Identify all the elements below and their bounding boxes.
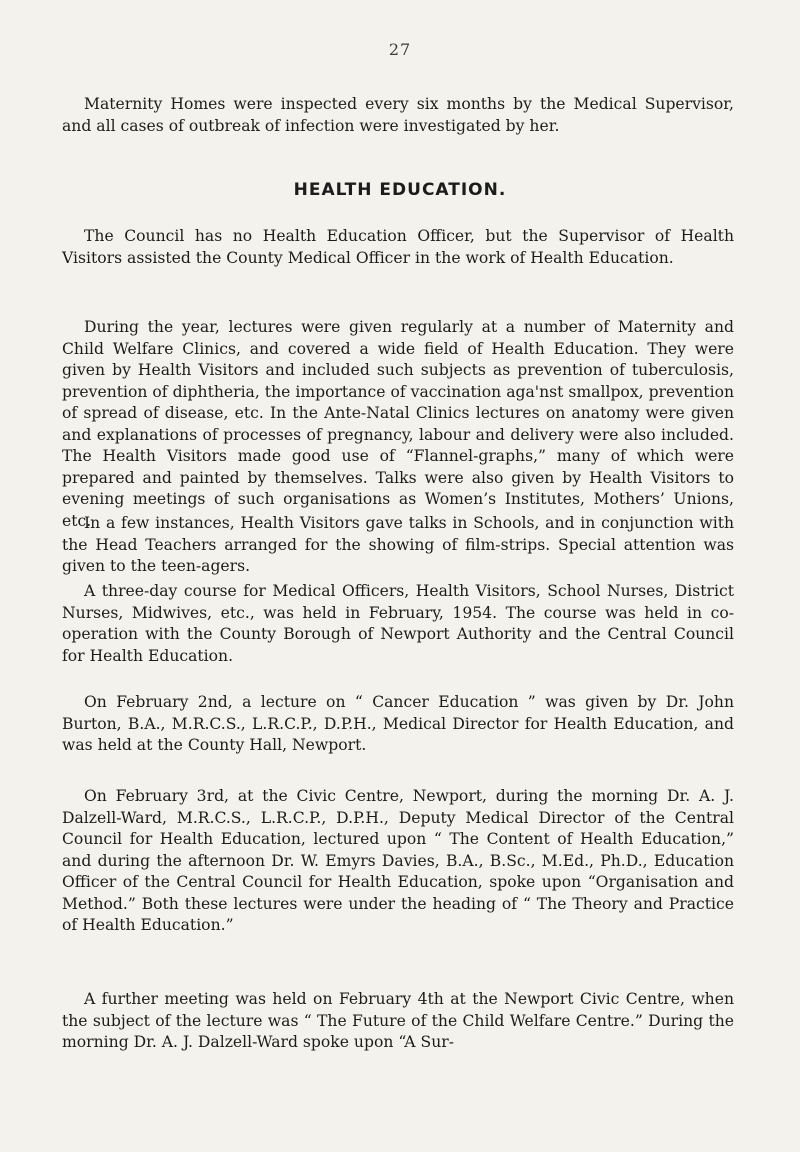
- feb2-paragraph-block: [62, 692, 734, 757]
- year-lectures-paragraph: During the year, lectures were given regularly at a number of Maternity and Child Welfare Clinics, and covered a wide field of Health Education. They were given by Health Visitors and included such subjects as prevention of tuberculosis, prevention of diphtheria, the importance of vaccination aga'nst smallpox, prevention of spread of disease, etc. In the Ante-Natal Clinics lectures on anatomy were given and explanations of processes of pregnancy, labour and delivery were also included. The Health Visitors made good use of “Flannel-graphs,” many of which were prepared and painted by themselves. Talks were also given by Health Visitors to evening meetings of such organisations as Women’s Institutes, Mothers’ Unions, etc.: [62, 318, 734, 530]
- feb2-lecture-paragraph: On February 2nd, a lecture on “ Cancer Education ” was given by Dr. John Burton, B.A., M.R.C.S., L.R.C.P., D.P.H., Medical Director for Health Education, and was held at the County Hall, Newport.: [62, 693, 734, 754]
- course-paragraph-block: [62, 581, 734, 667]
- feb3-paragraph-block: [62, 786, 734, 937]
- intro-paragraph-block: [62, 94, 734, 137]
- course-paragraph: A three-day course for Medical Officers, Health Visitors, School Nurses, District Nurses, Midwives, etc., was held in February, 1954. The course was held in co-operation with the County Borough of Newport Authority and the Central Council for Health Education.: [62, 582, 734, 665]
- section-heading: HEALTH EDUCATION.: [293, 180, 507, 200]
- council-paragraph: The Council has no Health Education Officer, but the Supervisor of Health Visitors assisted the County Medical Officer in the work of Health Education.: [62, 227, 734, 267]
- year-paragraph-block: [62, 317, 734, 532]
- feb4-meeting-paragraph: A further meeting was held on February 4th at the Newport Civic Centre, when the subject of the lecture was “ The Future of the Child Welfare Centre.” During the morning Dr. A. J. Dalzell-Ward spoke upon “A Sur-: [62, 990, 734, 1051]
- schools-paragraph: In a few instances, Health Visitors gave talks in Schools, and in conjunction with the Head Teachers arranged for the showing of film-strips. Special attention was given to the teen-agers.: [62, 514, 734, 575]
- intro-paragraph: Maternity Homes were inspected every six months by the Medical Supervisor, and all cases of outbreak of infection were investigated by her.: [62, 95, 734, 135]
- feb4-paragraph-block: [62, 989, 734, 1054]
- feb3-lecture-paragraph: On February 3rd, at the Civic Centre, Newport, during the morning Dr. A. J. Dalzell-Ward, M.R.C.S., L.R.C.P., D.P.H., Deputy Medical Director of the Central Council for Health Education, lectured upon “ The Content of Health Education,” and during the afternoon Dr. W. Emyrs Davies, B.A., B.Sc., M.Ed., Ph.D., Education Officer of the Central Council for Health Education, spoke upon “Organisation and Method.” Both these lectures were under the heading of “ The Theory and Practice of Health Education.”: [62, 787, 734, 934]
- council-paragraph-block: [62, 226, 734, 269]
- page-number: 27: [388, 40, 412, 59]
- schools-paragraph-block: [62, 513, 734, 578]
